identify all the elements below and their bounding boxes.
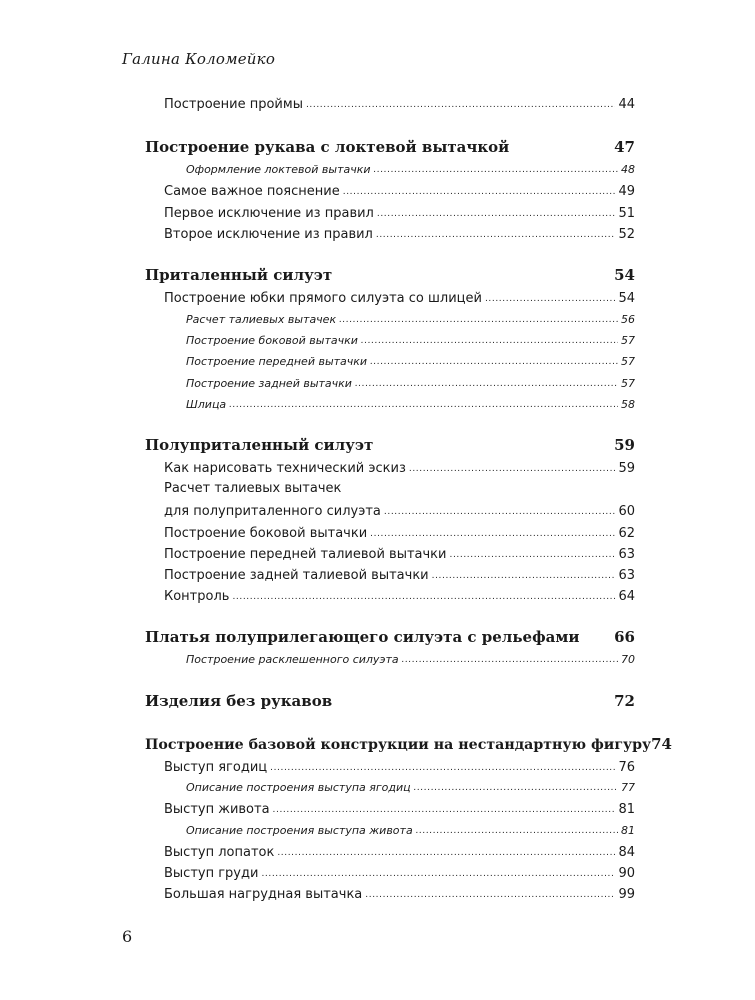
dot-leader <box>409 459 616 472</box>
toc-entry-title: Построение передней талиевой вытачки <box>164 547 447 562</box>
dot-leader <box>270 758 615 771</box>
toc-entry <box>164 95 635 112</box>
toc-chapter <box>145 735 672 753</box>
toc-entry-title: Самое важное пояснение <box>164 184 340 199</box>
toc-entry-title-line1: Расчет талиевых вытачек <box>164 481 342 496</box>
toc-entry-page: 51 <box>618 206 635 221</box>
toc-entry-title: Построение расклешенного силуэта <box>186 653 399 666</box>
toc-entry-title: Второе исключение из правил <box>164 227 373 242</box>
toc-entry-title: Выступ ягодиц <box>164 760 268 775</box>
toc-chapter <box>145 138 635 156</box>
toc-chapter <box>145 266 635 284</box>
dot-leader <box>343 182 616 195</box>
toc-chapter-title: Платья полуприлегающего силуэта с рельефами <box>145 628 580 646</box>
toc-entry <box>164 885 635 902</box>
toc-entry <box>164 182 635 199</box>
toc-entry-page: 99 <box>618 887 635 902</box>
toc-entry-title: Контроль <box>164 589 230 604</box>
toc-entry-title: для полуприталенного силуэта <box>164 504 381 519</box>
dot-leader <box>376 225 616 238</box>
toc-entry-title: Выступ лопаток <box>164 845 275 860</box>
dot-leader <box>374 162 618 173</box>
toc-entry <box>164 524 635 541</box>
toc-entry <box>186 376 635 390</box>
toc-entry-page: 57 <box>621 377 635 390</box>
toc-chapter-title: Полуприталенный силуэт <box>145 436 374 454</box>
dot-leader <box>377 204 616 217</box>
toc-entry <box>164 566 635 583</box>
toc-entry-page: 59 <box>618 461 635 476</box>
toc-chapter-page: 47 <box>614 138 635 156</box>
dot-leader <box>370 524 615 537</box>
toc-chapter-page: 54 <box>614 266 635 284</box>
toc-entry-page: 57 <box>621 355 635 368</box>
toc-entry-title: Большая нагрудная вытачка <box>164 887 363 902</box>
dot-leader <box>261 864 615 877</box>
toc-entry <box>164 864 635 881</box>
toc-entry <box>186 780 635 794</box>
toc-entry-page: 58 <box>621 398 635 411</box>
toc-entry-title: Описание построения выступа ягодиц <box>186 781 411 794</box>
toc-entry <box>164 758 635 775</box>
dot-leader <box>273 800 616 813</box>
toc-chapter-title: Построение базовой конструкции на нестандартную фигуру <box>145 737 652 753</box>
dot-leader <box>306 95 615 108</box>
toc-entry-title: Выступ груди <box>164 866 259 881</box>
toc-entry-title: Расчет талиевых вытачек <box>186 313 337 326</box>
toc-entry-title: Построение юбки прямого силуэта со шлицей <box>164 291 482 306</box>
toc-entry-title: Выступ живота <box>164 802 270 817</box>
toc-entry <box>164 843 635 860</box>
toc-entry <box>186 823 635 837</box>
toc-entry <box>164 545 635 562</box>
dot-leader <box>432 566 616 579</box>
toc-entry <box>186 312 635 326</box>
toc-chapter <box>145 692 635 710</box>
toc-entry-page: 44 <box>618 97 635 112</box>
toc-entry-page: 57 <box>621 334 635 347</box>
dot-leader <box>232 587 615 600</box>
toc-entry-page: 60 <box>618 504 635 519</box>
toc-entry <box>164 800 635 817</box>
toc-entry-title: Построение задней вытачки <box>186 377 352 390</box>
toc-entry-title: Описание построения выступа живота <box>186 824 413 837</box>
toc-entry-page: 62 <box>618 526 635 541</box>
toc-entry-page: 48 <box>621 163 635 176</box>
toc-entry <box>186 162 635 176</box>
dot-leader <box>416 823 618 834</box>
toc-chapter-page: 72 <box>614 692 635 710</box>
dot-leader <box>339 312 618 323</box>
toc-entry-page: 70 <box>621 653 635 666</box>
toc-entry <box>164 502 635 519</box>
toc-entry-page: 56 <box>621 313 635 326</box>
dot-leader <box>229 397 618 408</box>
toc-entry <box>164 204 635 221</box>
toc-chapter <box>145 628 635 646</box>
page-number: 6 <box>122 927 133 946</box>
toc-entry <box>164 289 635 306</box>
toc-entry <box>164 225 635 242</box>
dot-leader <box>361 333 618 344</box>
toc-entry <box>164 587 635 604</box>
toc-entry-title: Шлица <box>186 398 227 411</box>
dot-leader <box>277 843 615 856</box>
toc-entry-page: 54 <box>618 291 635 306</box>
dot-leader <box>449 545 615 558</box>
toc-entry-page: 76 <box>618 760 635 775</box>
toc-entry-page: 84 <box>618 845 635 860</box>
toc-entry <box>186 354 635 368</box>
dot-leader <box>384 502 616 515</box>
running-header-author: Галина Коломейко <box>122 50 276 68</box>
toc-entry-page: 77 <box>621 781 635 794</box>
toc-chapter <box>145 436 635 454</box>
toc-entry-title: Построение боковой вытачки <box>164 526 368 541</box>
toc-entry-page: 63 <box>618 568 635 583</box>
toc-entry-page: 52 <box>618 227 635 242</box>
toc-entry-title: Построение проймы <box>164 97 303 112</box>
dot-leader <box>414 780 618 791</box>
toc-entry-title: Оформление локтевой вытачки <box>186 163 371 176</box>
toc-chapter-page: 59 <box>614 436 635 454</box>
dot-leader <box>365 885 615 898</box>
toc-entry-title: Первое исключение из правил <box>164 206 374 221</box>
toc-entry-title: Построение задней талиевой вытачки <box>164 568 429 583</box>
toc-chapter-page: 74 <box>651 735 672 753</box>
toc-entry <box>186 333 635 347</box>
toc-chapter-page: 66 <box>614 628 635 646</box>
toc-entry-page: 81 <box>618 802 635 817</box>
toc-entry-page: 64 <box>618 589 635 604</box>
toc-chapter-title: Приталенный силуэт <box>145 266 333 284</box>
toc-chapter-title: Изделия без рукавов <box>145 692 333 710</box>
toc-entry-title: Построение передней вытачки <box>186 355 368 368</box>
toc-entry-title: Построение боковой вытачки <box>186 334 358 347</box>
toc-entry <box>186 397 635 411</box>
toc-entry-title: Как нарисовать технический эскиз <box>164 461 406 476</box>
dot-leader <box>485 289 615 302</box>
dot-leader <box>355 376 618 387</box>
dot-leader <box>370 354 618 365</box>
toc-entry-page: 90 <box>618 866 635 881</box>
toc-entry <box>186 652 635 666</box>
toc-entry-page: 49 <box>618 184 635 199</box>
toc-chapter-title: Построение рукава с локтевой вытачкой <box>145 138 510 156</box>
dot-leader <box>402 652 618 663</box>
toc-entry-page: 63 <box>618 547 635 562</box>
toc-entry-page: 81 <box>621 824 635 837</box>
toc-entry <box>164 459 635 476</box>
